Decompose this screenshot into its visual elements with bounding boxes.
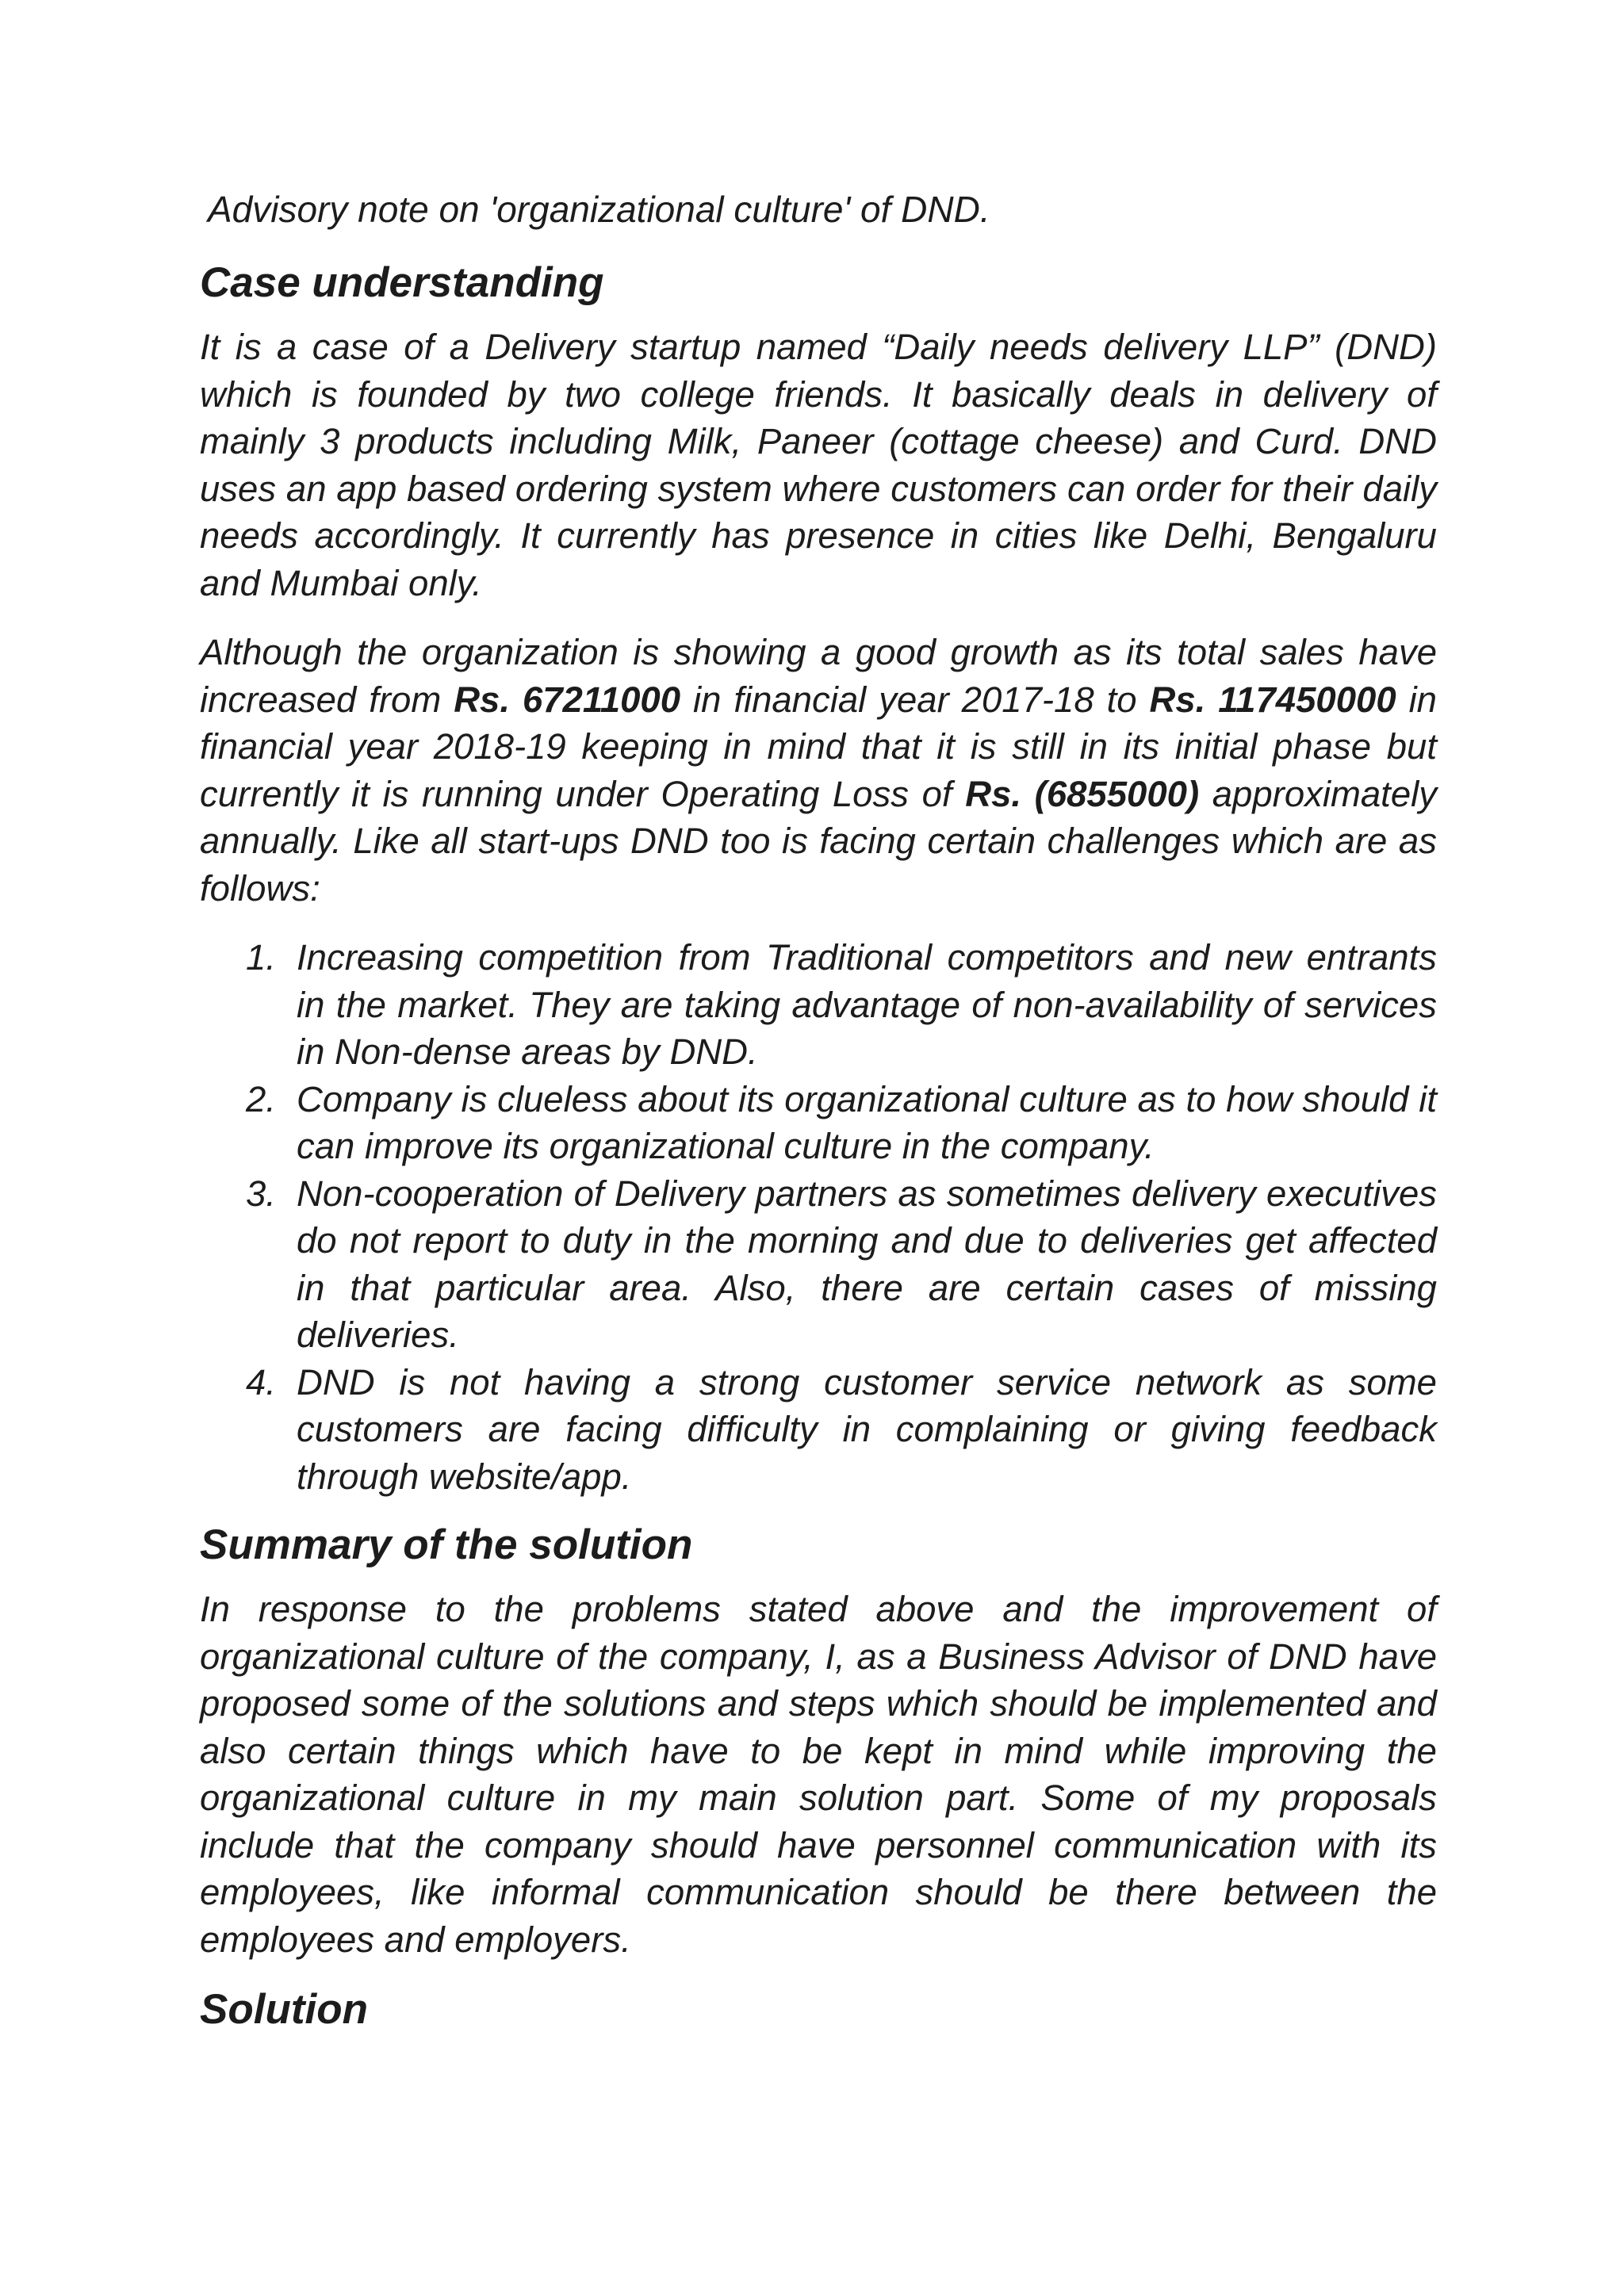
solution-heading: Solution	[200, 1986, 368, 2033]
list-item	[200, 934, 1437, 1076]
case-understanding-heading: Case understanding	[200, 259, 604, 306]
list-text: Increasing competition from Traditional competitors and new entrants in the market. They are taking advantage of non-availability of services in Non-dense areas by DND.	[297, 937, 1437, 1072]
case-text-4: approximately annually. Like all start-ups DND too is facing certain challenges which are as follows:	[200, 773, 1437, 909]
case-paragraph-1: It is a case of a Delivery startup named “Daily needs delivery LLP” (DND) which is founded by two college friends. It basically deals in delivery of mainly 3 products including Milk, Paneer (cottage cheese) and Curd. DND uses an app based ordering system where customers can order for their daily needs accordingly. It currently has presence in cities like Delhi, Bengaluru and Mumbai only.	[200, 327, 1437, 603]
sales-2018-19: Rs. 117450000	[1149, 679, 1396, 720]
operating-loss: Rs. (6855000)	[965, 773, 1200, 814]
sales-2017-18: Rs. 67211000	[454, 679, 681, 720]
summary-heading: Summary of the solution	[200, 1521, 693, 1568]
list-text: Company is clueless about its organizational culture as to how should it can improve its organizational culture in the company.	[297, 1078, 1437, 1166]
list-number: 3.	[246, 1173, 276, 1214]
list-number: 2.	[246, 1078, 276, 1119]
document-title: Advisory note on 'organizational culture' of DND.	[208, 189, 990, 230]
summary-paragraph: In response to the problems stated above and the improvement of organizational culture of the company, I, as a Business Advisor of DND have proposed some of the solutions and steps which should be implemented and also certain things which have to be kept in mind while improving the organizational culture in my main solution part. Some of my proposals include that the company should have personnel communication with its employees, like informal communication should be there between the employees and employers.	[200, 1589, 1437, 1960]
list-number: 4.	[246, 1361, 276, 1402]
case-text-3: in financial year 2018-19 keeping in mind that it is still in its initial phase but currently it is running under Operating Loss of	[200, 679, 1437, 814]
challenges-list	[200, 934, 1437, 1500]
list-item	[200, 1359, 1437, 1501]
list-text: Non-cooperation of Delivery partners as sometimes delivery executives do not report to duty in the morning and due to deliveries get affected in that particular area. Also, there are certain cases of missing deliveries.	[297, 1173, 1437, 1355]
list-text: DND is not having a strong customer service network as some customers are facing difficulty in complaining or giving feedback through website/app.	[297, 1361, 1437, 1497]
list-number: 1.	[246, 937, 276, 978]
case-text-2: in financial year 2017-18 to	[680, 679, 1150, 720]
case-paragraph-2	[200, 629, 1437, 912]
case-text-1: Although the organization is showing a good growth as its total sales have increased from	[200, 632, 1437, 720]
list-item	[200, 1170, 1437, 1359]
document-page	[200, 187, 1437, 2050]
list-item	[200, 1076, 1437, 1170]
